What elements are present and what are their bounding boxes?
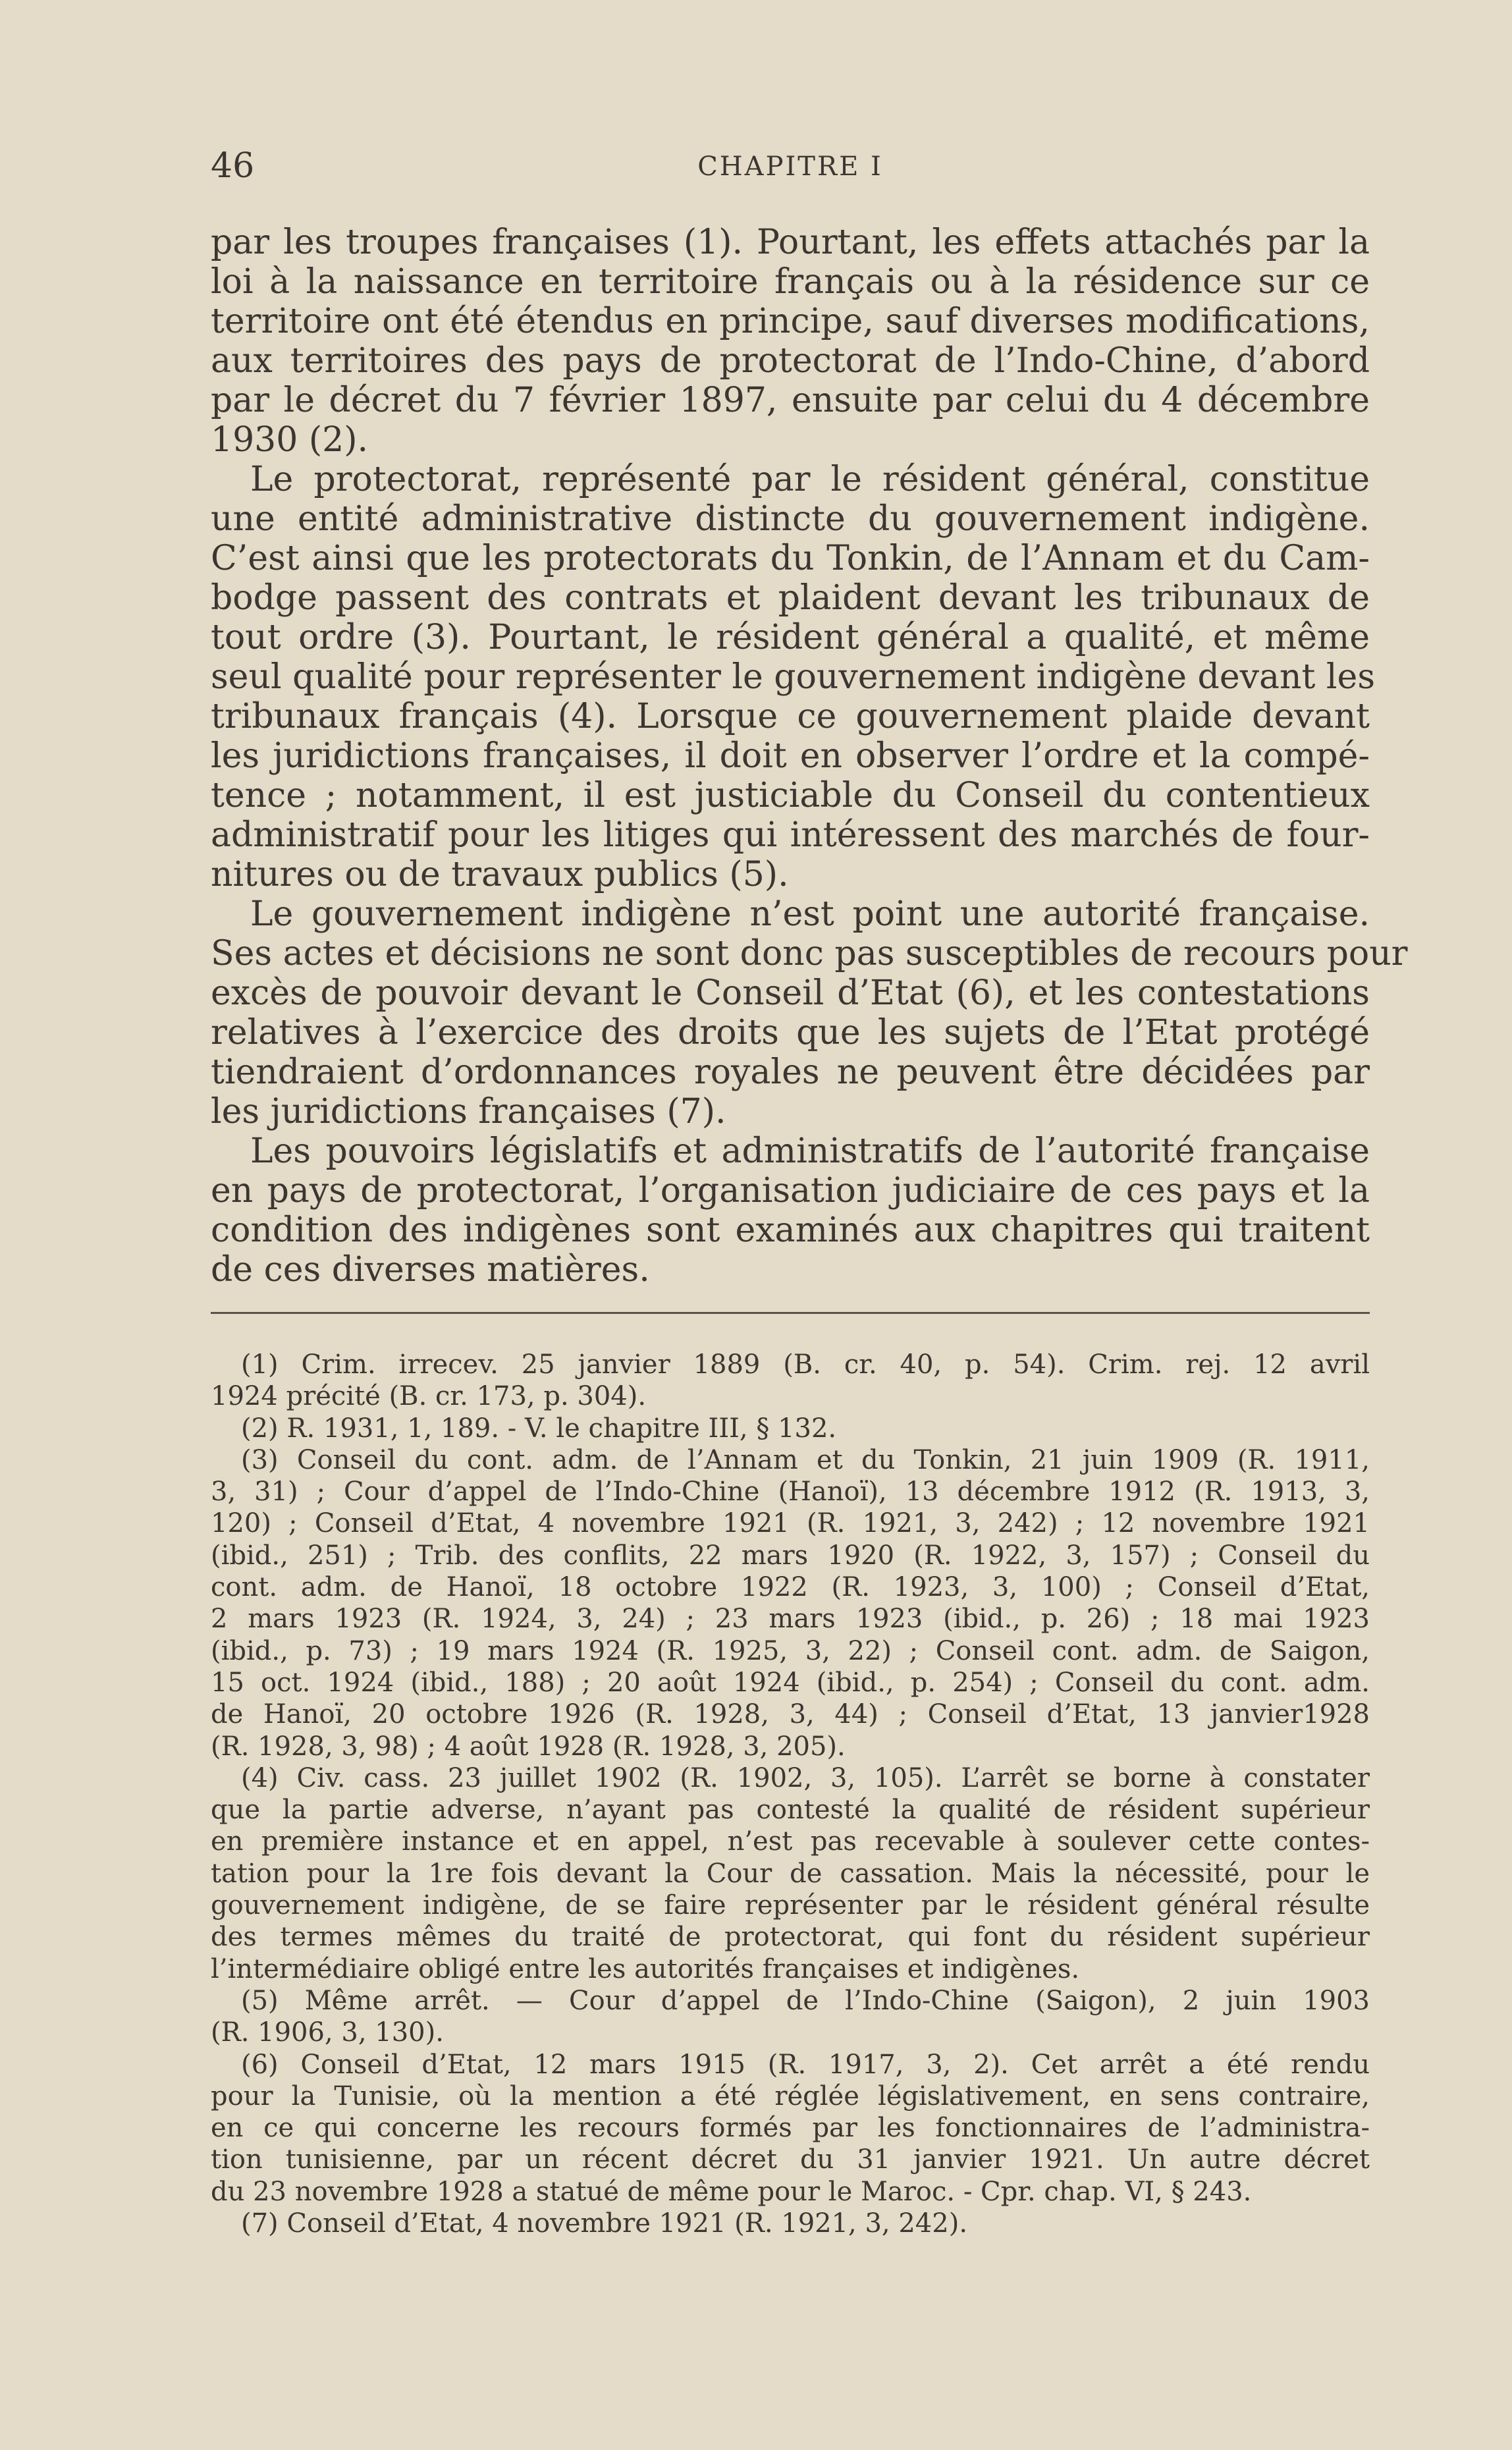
- footnote-line: 3, 31) ; Cour d’appel de l’Indo-Chine (Hanoï), 13 décembre 1912 (R. 1913, 3,: [211, 1477, 1370, 1508]
- footnote-line: cont. adm. de Hanoï, 18 octobre 1922 (R. 1923, 3, 100) ; Conseil d’Etat,: [211, 1572, 1370, 1603]
- footnote-line: gouvernement indigène, de se faire représenter par le résident général résulte: [211, 1890, 1370, 1921]
- footnote-line: (2) R. 1931, 1, 189. - V. le chapitre III, § 132.: [241, 1413, 837, 1444]
- footnote-line: (5) Même arrêt. — Cour d’appel de l’Indo-Chine (Saigon), 2 juin 1903: [241, 1985, 1370, 2016]
- footnote-line: de Hanoï, 20 octobre 1926 (R. 1928, 3, 44) ; Conseil d’Etat, 13 janvier1928: [211, 1699, 1370, 1730]
- text-line: tiendraient d’ordonnances royales ne peuvent être décidées par: [211, 1052, 1370, 1092]
- text-line: tence ; notamment, il est justiciable du Conseil du contentieux: [211, 776, 1370, 815]
- footnote-line: tation pour la 1re fois devant la Cour de cassation. Mais la nécessité, pour le: [211, 1858, 1370, 1889]
- text-line: tribunaux français (4). Lorsque ce gouvernement plaide devant: [211, 697, 1370, 736]
- text-line: loi à la naissance en territoire français ou à la résidence sur ce: [211, 262, 1370, 302]
- running-header: [211, 146, 1370, 192]
- footnote-line: (6) Conseil d’Etat, 12 mars 1915 (R. 1917, 3, 2). Cet arrêt a été rendu: [241, 2049, 1370, 2080]
- text-line: 1930 (2).: [211, 420, 369, 460]
- text-line: nitures ou de travaux publics (5).: [211, 855, 789, 894]
- footnote-line: 15 oct. 1924 (ibid., 188) ; 20 août 1924 (ibid., p. 254) ; Conseil du cont. adm.: [211, 1667, 1370, 1698]
- text-line: excès de pouvoir devant le Conseil d’Etat (6), et les contestations: [211, 973, 1370, 1013]
- text-line: Ses actes et décisions ne sont donc pas susceptibles de recours pour: [211, 934, 1408, 973]
- main-text: [211, 223, 1408, 1290]
- page-number: 46: [211, 146, 255, 186]
- footnote-line: pour la Tunisie, où la mention a été réglée législativement, en sens contraire,: [211, 2081, 1370, 2111]
- text-line: relatives à l’exercice des droits que les sujets de l’Etat protégé: [211, 1013, 1370, 1052]
- footnote-line: l’intermédiaire obligé entre les autorités françaises et indigènes.: [211, 1953, 1080, 1984]
- text-line: les juridictions françaises (7).: [211, 1092, 726, 1131]
- text-line: condition des indigènes sont examinés aux chapitres qui traitent: [211, 1211, 1370, 1250]
- footnote-line: (3) Conseil du cont. adm. de l’Annam et du Tonkin, 21 juin 1909 (R. 1911,: [241, 1444, 1370, 1475]
- text-line: tout ordre (3). Pourtant, le résident général a qualité, et même: [211, 618, 1370, 657]
- text-line: une entité administrative distincte du gouvernement indigène.: [211, 499, 1370, 539]
- text-line: territoire ont été étendus en principe, sauf diverses modifications,: [211, 302, 1370, 341]
- text-line: les juridictions françaises, il doit en observer l’ordre et la compé-: [211, 736, 1370, 776]
- footnote-divider: [211, 1312, 1370, 1314]
- text-line: Le gouvernement indigène n’est point une autorité française.: [250, 894, 1370, 934]
- footnote-line: tion tunisienne, par un récent décret du 31 janvier 1921. Un autre décret: [211, 2144, 1370, 2175]
- text-line: administratif pour les litiges qui intéressent des marchés de four-: [211, 815, 1370, 855]
- text-line: en pays de protectorat, l’organisation judiciaire de ces pays et la: [211, 1171, 1370, 1211]
- text-line: par le décret du 7 février 1897, ensuite par celui du 4 décembre: [211, 381, 1370, 420]
- text-line: de ces diverses matières.: [211, 1250, 650, 1290]
- footnote-line: (7) Conseil d’Etat, 4 novembre 1921 (R. 1921, 3, 242).: [241, 2208, 968, 2239]
- footnote-line: 1924 précité (B. cr. 173, p. 304).: [211, 1381, 647, 1412]
- footnote-line: (ibid., p. 73) ; 19 mars 1924 (R. 1925, 3, 22) ; Conseil cont. adm. de Saigon,: [211, 1635, 1370, 1666]
- text-line: bodge passent des contrats et plaident devant les tribunaux de: [211, 578, 1370, 618]
- footnote-line: en ce qui concerne les recours formés par les fonctionnaires de l’administra-: [211, 2113, 1370, 2144]
- chapter-title: CHAPITRE I: [697, 151, 883, 182]
- text-line: par les troupes françaises (1). Pourtant, les effets attachés par la: [211, 223, 1370, 262]
- footnote-line: (ibid., 251) ; Trib. des conflits, 22 mars 1920 (R. 1922, 3, 157) ; Conseil du: [211, 1540, 1370, 1571]
- footnote-line: en première instance et en appel, n’est pas recevable à soulever cette contes-: [211, 1826, 1370, 1857]
- footnotes: [211, 1349, 1370, 2239]
- footnote-line: (4) Civ. cass. 23 juillet 1902 (R. 1902, 3, 105). L’arrêt se borne à constater: [241, 1762, 1370, 1793]
- footnote-line: 120) ; Conseil d’Etat, 4 novembre 1921 (R. 1921, 3, 242) ; 12 novembre 1921: [211, 1508, 1370, 1539]
- footnote-line: (1) Crim. irrecev. 25 janvier 1889 (B. cr. 40, p. 54). Crim. rej. 12 avril: [241, 1349, 1370, 1380]
- text-line: aux territoires des pays de protectorat de l’Indo-Chine, d’abord: [211, 341, 1370, 381]
- footnote-line: des termes mêmes du traité de protectorat, qui font du résident supérieur: [211, 1922, 1370, 1953]
- text-line: seul qualité pour représenter le gouvernement indigène devant les: [211, 657, 1375, 697]
- text-line: Les pouvoirs législatifs et administratifs de l’autorité française: [250, 1131, 1370, 1171]
- footnote-line: du 23 novembre 1928 a statué de même pour le Maroc. - Cpr. chap. VI, § 243.: [211, 2176, 1252, 2207]
- footnote-line: que la partie adverse, n’ayant pas contesté la qualité de résident supérieur: [211, 1795, 1370, 1826]
- footnote-line: 2 mars 1923 (R. 1924, 3, 24) ; 23 mars 1923 (ibid., p. 26) ; 18 mai 1923: [211, 1604, 1370, 1635]
- text-line: Le protectorat, représenté par le résident général, constitue: [250, 460, 1370, 499]
- footnote-line: (R. 1928, 3, 98) ; 4 août 1928 (R. 1928, 3, 205).: [211, 1731, 846, 1762]
- text-line: C’est ainsi que les protectorats du Tonkin, de l’Annam et du Cam-: [211, 539, 1370, 578]
- footnote-line: (R. 1906, 3, 130).: [211, 2017, 444, 2048]
